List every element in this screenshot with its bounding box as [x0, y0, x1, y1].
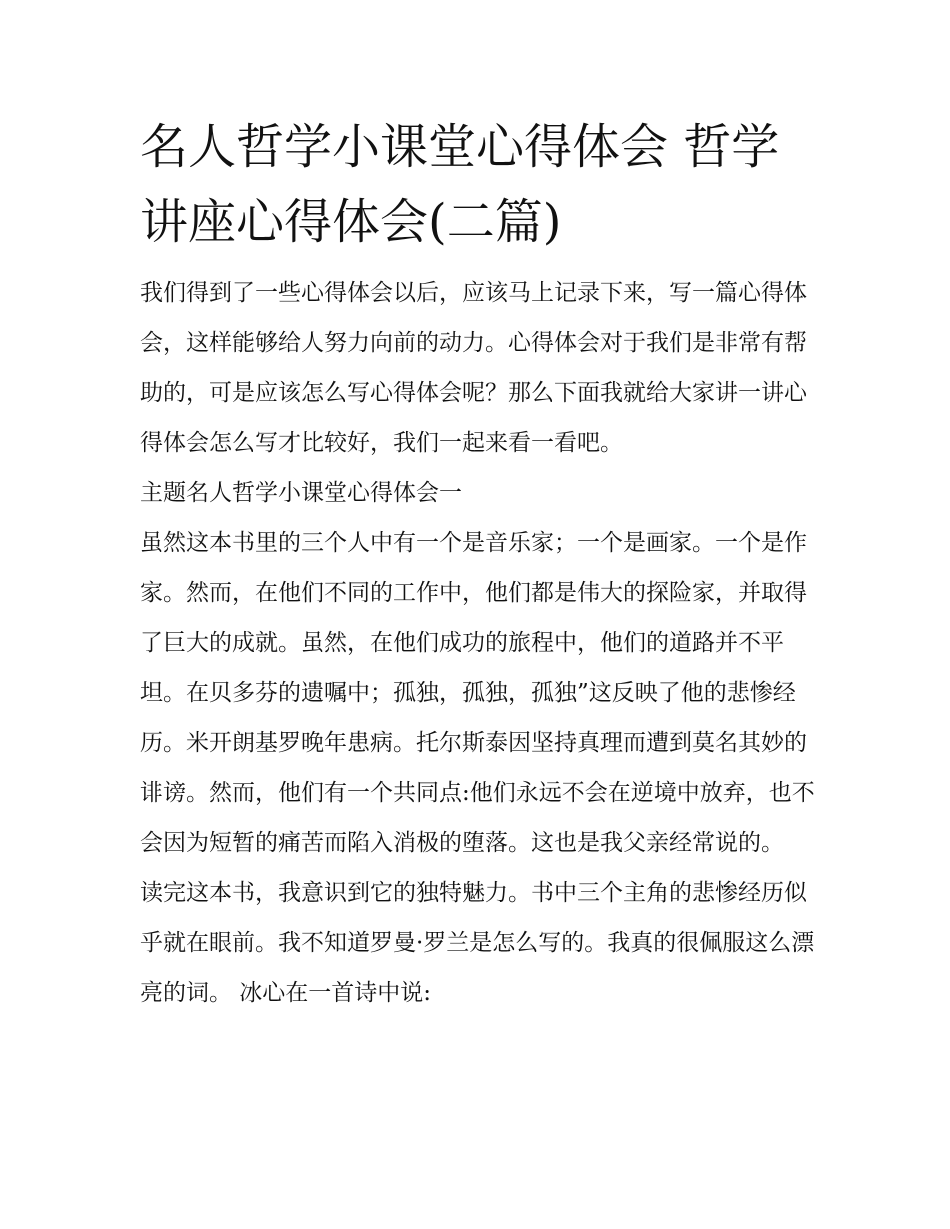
section-heading: 主题名人哲学小课堂心得体会一 [140, 480, 462, 506]
intro-paragraph: 我们得到了一些心得体会以后，应该马上记录下来，写一篇心得体会，这样能够给人努力向前的动力。心得体会对于我们是非常有帮助的，可是应该怎么写心得体会呢？那么下面我就给大家讲一讲心得体会怎么写才比较好，我们一起来看一看吧。 [140, 280, 807, 456]
body-paragraph: 虽然这本书里的三个人中有一个是音乐家；一个是画家。一个是作家。然而，在他们不同的工作中，他们都是伟大的探险家，并取得了巨大的成就。虽然，在他们成功的旅程中，他们的道路并不平坦。在贝多芬的遗嘱中；孤独，孤独，孤独”这反映了他的悲惨经历。米开朗基罗晚年患病。托尔斯泰因坚持真理而遭到莫名其妙的诽谤。然而，他们有一个共同点:他们永远不会在逆境中放弃，也不会因为短暂的痛苦而陷入消极的堕落。这也是我父亲经常说的。 [140, 530, 815, 856]
document-page [140, 110, 815, 1018]
body-paragraph: 读完这本书，我意识到它的独特魅力。书中三个主角的悲惨经历似乎就在眼前。我不知道罗曼·罗兰是怎么写的。我真的很佩服这么漂亮的词。 冰心在一首诗中说: [140, 880, 815, 1006]
document-title: 名人哲学小课堂心得体会 哲学讲座心得体会(二篇) [140, 119, 780, 250]
